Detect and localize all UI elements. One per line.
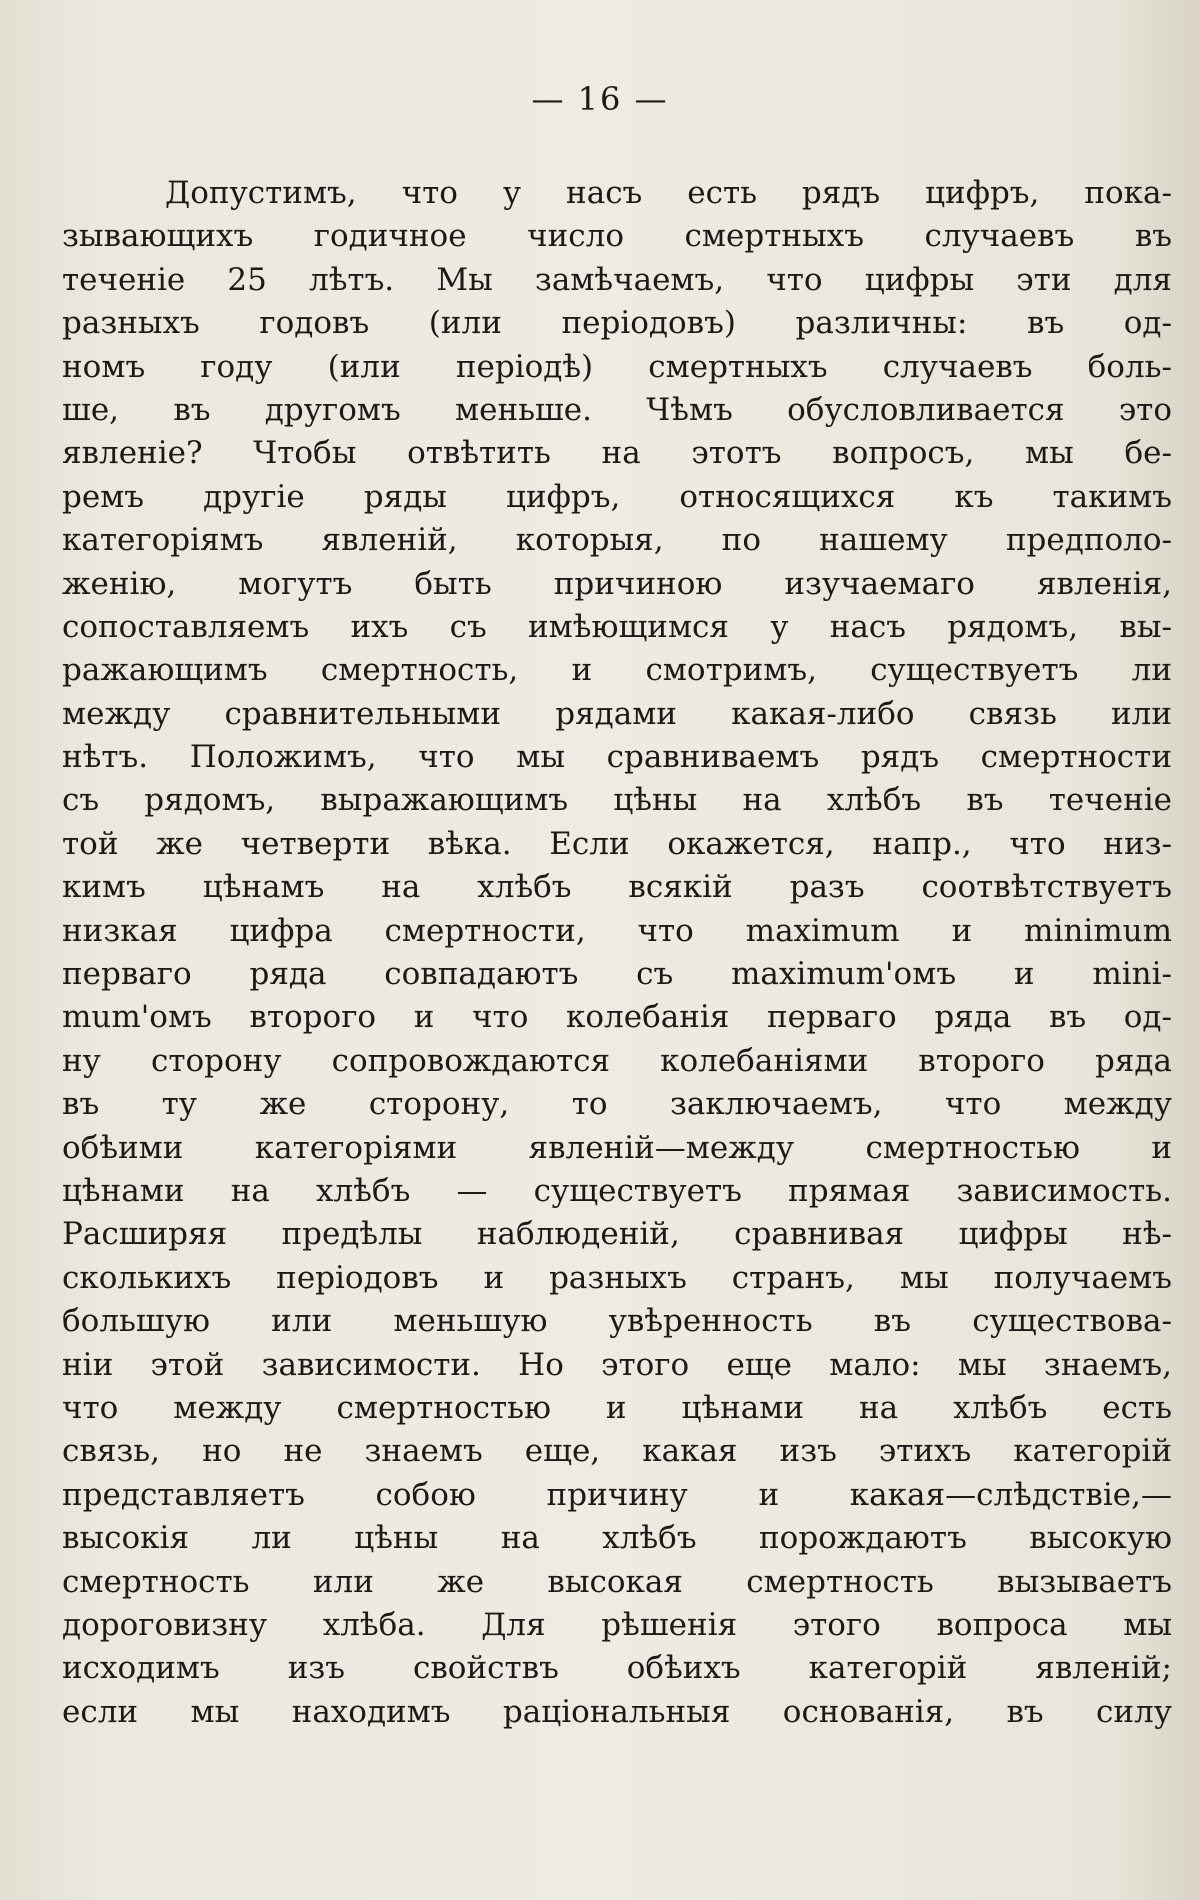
text-line: въ ту же сторону, то заключаемъ, что между [62,1086,1172,1123]
body-text [62,172,1172,1734]
text-line: номъ году (или періодѣ) смертныхъ случаевъ боль- [62,348,1172,385]
text-line: mum'омъ второго и что колебанія перваго ряда въ од- [62,999,1172,1036]
text-line: категоріямъ явленій, которыя, по нашему предполо- [62,522,1172,559]
text-line: высокія ли цѣны на хлѣбъ порождаютъ высокую [62,1520,1172,1557]
text-line: представляетъ собою причину и какая—слѣдствіе,— [62,1476,1172,1513]
text-line: между сравнительными рядами какая-либо связь или [62,695,1172,732]
text-line: Расширяя предѣлы наблюденій, сравнивая цифры нѣ- [62,1216,1172,1253]
text-line: цѣнами на хлѣбъ — существуетъ прямая зависимость. [62,1172,1172,1209]
text-line: что между смертностью и цѣнами на хлѣбъ есть [62,1389,1172,1426]
text-line: сколькихъ періодовъ и разныхъ странъ, мы получаемъ [62,1259,1172,1296]
text-line: ражающимъ смертность, и смотримъ, существуетъ ли [62,652,1172,689]
text-line: ремъ другіе ряды цифръ, относящихся къ такимъ [62,478,1172,515]
text-line: большую или меньшую увѣренность въ существова- [62,1303,1172,1340]
text-line: съ рядомъ, выражающимъ цѣны на хлѣбъ въ теченіе [62,782,1172,819]
text-line: перваго ряда совпадаютъ съ maximum'омъ и mini- [62,956,1172,993]
text-line: зывающихъ годичное число смертныхъ случаевъ въ [62,218,1172,255]
text-line: явленіе? Чтобы отвѣтить на этотъ вопросъ, мы бе- [62,435,1172,472]
text-line: ше, въ другомъ меньше. Чѣмъ обусловливается это [62,391,1172,428]
text-line: теченіе 25 лѣтъ. Мы замѣчаемъ, что цифры эти для [62,261,1172,298]
text-line: сопоставляемъ ихъ съ имѣющимся у насъ рядомъ, вы- [62,608,1172,645]
text-line: нѣтъ. Положимъ, что мы сравниваемъ рядъ смертности [62,739,1172,776]
text-line: обѣими категоріями явленій—между смертностью и [62,1129,1172,1166]
page-number: — 16 — [531,80,669,118]
text-line: Допустимъ, что у насъ есть рядъ цифръ, пока- [165,175,1172,211]
text-line: связь, но не знаемъ еще, какая изъ этихъ категорій [62,1433,1172,1470]
text-line: низкая цифра смертности, что maximum и minimum [62,912,1172,949]
text-line: кимъ цѣнамъ на хлѣбъ всякій разъ соотвѣтствуетъ [62,869,1172,906]
text-line: исходимъ изъ свойствъ обѣихъ категорій явленій; [62,1650,1172,1687]
text-line: разныхъ годовъ (или періодовъ) различны: въ од- [62,305,1172,342]
text-line: если мы находимъ раціональныя основанія, въ силу [62,1693,1172,1730]
text-line: дороговизну хлѣба. Для рѣшенія этого вопроса мы [62,1606,1172,1643]
text-line: женію, могутъ быть причиною изучаемаго явленія, [62,565,1172,602]
text-line: ну сторону сопровождаются колебаніями второго ряда [62,1042,1172,1079]
text-line: ніи этой зависимости. Но этого еще мало: мы знаемъ, [62,1346,1172,1383]
text-line: той же четверти вѣка. Если окажется, напр., что низ- [62,825,1172,862]
text-line: смертность или же высокая смертность вызываетъ [62,1563,1172,1600]
